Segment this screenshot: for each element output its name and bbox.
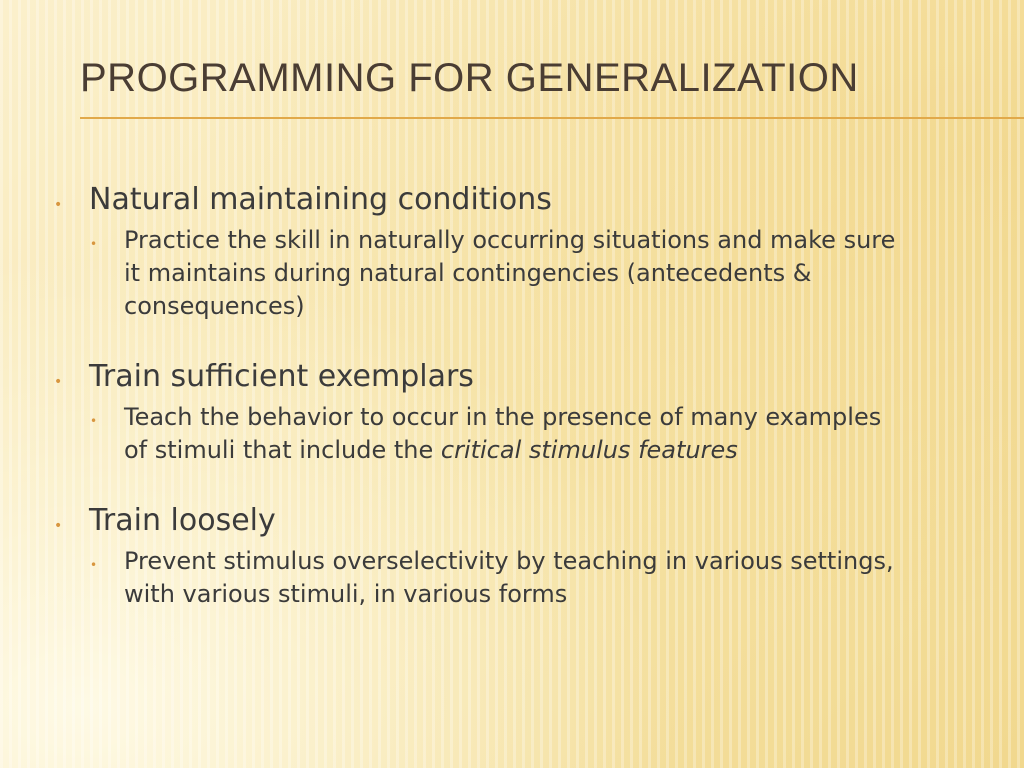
bullet-marker: • <box>54 518 63 534</box>
bullet-item <box>52 501 952 611</box>
sub-bullet-text: Practice the skill in naturally occurring situations and make sure it maintains during natural contingencies (antecedents & consequences) <box>124 226 896 320</box>
sub-bullet-marker: • <box>90 237 98 251</box>
bullet-label: Train loosely <box>89 503 276 538</box>
bullet-marker: • <box>54 374 63 390</box>
sub-bullet-text: Prevent stimulus overselectivity by teaching in various settings, with various stimuli, in various forms <box>124 547 894 608</box>
slide-content <box>52 180 952 645</box>
bullet-item <box>52 357 952 467</box>
bullet-item <box>52 180 952 323</box>
bullet-marker: • <box>54 197 63 213</box>
bullet-label: Natural maintaining conditions <box>89 182 552 217</box>
title-underline <box>80 117 1024 119</box>
bullet-label: Train sufficient exemplars <box>89 359 474 394</box>
sub-bullet-text <box>124 401 904 467</box>
slide-title: PROGRAMMING FOR GENERALIZATION <box>80 56 859 100</box>
sub-bullet-emphasis: critical stimulus features <box>440 436 738 464</box>
sub-bullet-marker: • <box>90 414 98 428</box>
sub-bullet-text-plain: Teach the behavior to occur in the presence of many examples of stimuli that include the <box>124 403 882 464</box>
sub-bullet-marker: • <box>90 558 98 572</box>
